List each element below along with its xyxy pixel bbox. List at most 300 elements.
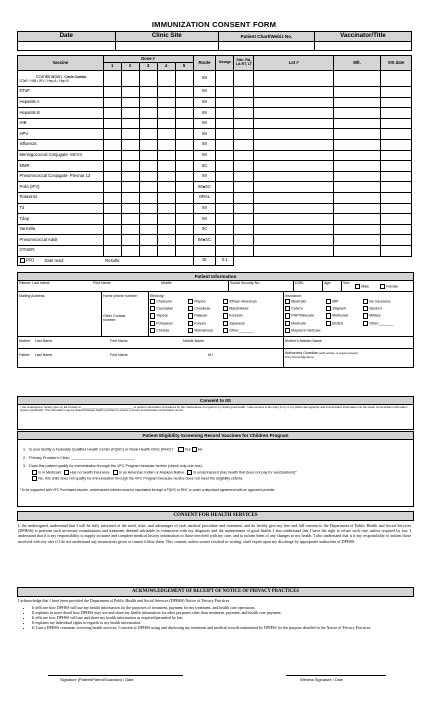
ethnicity-option[interactable] xyxy=(188,313,207,318)
ethnicity-option[interactable] xyxy=(150,299,172,304)
mfr-cell[interactable] xyxy=(334,129,381,140)
dose-cell[interactable] xyxy=(121,118,139,129)
mfr-cell[interactable] xyxy=(334,71,381,87)
dose-cell[interactable] xyxy=(121,150,139,161)
dose-cell[interactable] xyxy=(121,161,139,172)
dose-cell[interactable] xyxy=(139,171,157,182)
dose-cell[interactable] xyxy=(139,182,157,193)
dosage-cell[interactable] xyxy=(216,192,234,203)
lot-cell[interactable] xyxy=(254,245,334,256)
ppd-blank xyxy=(234,256,412,265)
dosage-cell[interactable] xyxy=(216,97,234,108)
dose-cell[interactable] xyxy=(157,139,175,150)
dose-cell[interactable] xyxy=(157,245,175,256)
dose-cell[interactable] xyxy=(121,192,139,203)
mother-maiden-name-label: Mother's Maiden Name xyxy=(285,339,323,343)
dose-col-header: Dose # xyxy=(103,56,193,63)
dose-cell[interactable] xyxy=(103,203,121,214)
dose-cell[interactable] xyxy=(139,150,157,161)
route-cell: IM xyxy=(193,203,216,214)
vaccine-name: OTHER: xyxy=(18,245,104,256)
vaccine-name: Pneumococcal Conjugate- Prevnar 13 xyxy=(18,171,104,182)
dose-cell[interactable] xyxy=(175,192,193,203)
vis-cell[interactable] xyxy=(380,161,411,172)
vis-cell[interactable] xyxy=(380,182,411,193)
lot-cell[interactable] xyxy=(254,118,334,129)
dose-cell[interactable] xyxy=(121,224,139,235)
dosage-cell[interactable] xyxy=(216,87,234,98)
vis-cell[interactable] xyxy=(380,224,411,235)
vaccine-name: Tdap xyxy=(18,214,104,225)
dose-cell[interactable] xyxy=(175,224,193,235)
dose-cell[interactable] xyxy=(103,192,121,203)
guardian-note: (with written or legal consent) xyxy=(318,351,358,355)
lot-cell[interactable] xyxy=(254,161,334,172)
dose-cell[interactable] xyxy=(103,97,121,108)
insurance-option[interactable] xyxy=(363,321,393,326)
lot-cell[interactable] xyxy=(254,171,334,182)
vis-cell[interactable] xyxy=(380,214,411,225)
dose-cell[interactable] xyxy=(175,139,193,150)
dose-number: 2 xyxy=(121,63,139,71)
ethnicity-option-label: Chuukese xyxy=(194,306,211,311)
question-1: 1. Is your facility a Federally Qualified Health Center (FQHC) or Rural Health Clinic (RHC)? Yes No xyxy=(23,447,203,452)
site-cell[interactable] xyxy=(234,182,254,193)
mfr-cell[interactable] xyxy=(334,150,381,161)
mfr-cell[interactable] xyxy=(334,224,381,235)
dose-cell[interactable] xyxy=(157,235,175,246)
dose-cell[interactable] xyxy=(175,97,193,108)
ethnicity-option-label: Japanese xyxy=(229,321,245,326)
site-cell[interactable] xyxy=(234,108,254,119)
route-cell: SC xyxy=(193,161,216,172)
vis-cell[interactable] xyxy=(380,235,411,246)
dose-cell[interactable] xyxy=(139,161,157,172)
insurance-option[interactable] xyxy=(326,306,346,311)
lot-cell[interactable] xyxy=(254,139,334,150)
mfr-col-header: Mfr. xyxy=(334,56,381,71)
dose-cell[interactable] xyxy=(103,71,121,87)
vaccine-row xyxy=(18,224,412,235)
dose-cell[interactable] xyxy=(175,214,193,225)
dose-cell[interactable] xyxy=(121,139,139,150)
vis-cell[interactable] xyxy=(380,97,411,108)
mailing-address-label: Mailing Address: xyxy=(19,294,46,298)
dose-cell[interactable] xyxy=(157,224,175,235)
vaccine-row xyxy=(18,245,412,256)
insurance-option-label: Military xyxy=(369,313,381,318)
mfr-cell[interactable] xyxy=(334,161,381,172)
ethnicity-option[interactable] xyxy=(223,313,243,318)
age-label: Age: xyxy=(324,281,332,285)
site-cell[interactable] xyxy=(234,161,254,172)
checkbox-icon xyxy=(188,313,193,318)
insurance-option[interactable] xyxy=(363,306,382,311)
dosage-cell[interactable] xyxy=(216,129,234,140)
site-cell[interactable] xyxy=(234,245,254,256)
mfr-cell[interactable] xyxy=(334,214,381,225)
q3-no-insurance: Has no health insurance xyxy=(69,470,110,475)
site-cell[interactable] xyxy=(234,150,254,161)
vis-cell[interactable] xyxy=(380,245,411,256)
dose-cell[interactable] xyxy=(157,161,175,172)
dose-cell[interactable] xyxy=(103,214,121,225)
combination-row xyxy=(18,71,412,87)
vaccinator-field[interactable] xyxy=(314,42,411,51)
checkbox-icon xyxy=(326,313,331,318)
dose-cell[interactable] xyxy=(139,245,157,256)
insurance-option[interactable] xyxy=(326,313,349,318)
dosage-cell[interactable] xyxy=(216,139,234,150)
dosage-cell[interactable] xyxy=(216,214,234,225)
lot-cell[interactable] xyxy=(254,235,334,246)
ethnicity-option[interactable] xyxy=(223,306,249,311)
checkbox-icon[interactable] xyxy=(113,470,118,475)
clinic-site-field[interactable] xyxy=(115,42,219,51)
checkbox-icon xyxy=(150,299,155,304)
dosage-cell[interactable] xyxy=(216,171,234,182)
checkbox-icon[interactable] xyxy=(192,447,197,452)
sex-male-label: Male xyxy=(361,284,369,289)
dose-cell[interactable] xyxy=(157,87,175,98)
vaccine-name: Polio (IPV) xyxy=(18,182,104,193)
checkbox-icon xyxy=(223,313,228,318)
dose-cell[interactable] xyxy=(139,203,157,214)
vaccine-name: Rotavirus xyxy=(18,192,104,203)
print-name-label: Print Name/Signature: xyxy=(285,355,315,359)
insurance-option[interactable] xyxy=(326,299,339,304)
sex-male-option[interactable] xyxy=(355,284,369,289)
date-field[interactable] xyxy=(18,42,116,51)
q1-yes: Yes xyxy=(184,447,191,452)
checkbox-icon[interactable] xyxy=(187,470,192,475)
insurance-option[interactable] xyxy=(285,313,314,318)
checkbox-icon[interactable] xyxy=(32,476,37,481)
combination-combo-note: Circle Combo xyxy=(64,74,87,79)
dose-cell[interactable] xyxy=(175,203,193,214)
checkbox-icon xyxy=(363,313,368,318)
patient-info-header: Patient Information xyxy=(17,272,414,281)
checkbox-icon[interactable] xyxy=(178,447,183,452)
dose-cell[interactable] xyxy=(175,161,193,172)
ssn-label: Social Security No. xyxy=(230,281,261,285)
dose-cell[interactable] xyxy=(139,97,157,108)
checkbox-icon[interactable] xyxy=(32,470,37,475)
vis-cell[interactable] xyxy=(380,129,411,140)
dose-cell[interactable] xyxy=(175,150,193,161)
sex-female-option[interactable] xyxy=(380,284,398,289)
dose-cell[interactable] xyxy=(139,192,157,203)
dose-cell[interactable] xyxy=(157,214,175,225)
witness-signature-label: Witness Signature / Date xyxy=(300,677,344,682)
site-cell[interactable] xyxy=(234,139,254,150)
dose-cell[interactable] xyxy=(175,245,193,256)
lot-cell[interactable] xyxy=(254,97,334,108)
vaccine-row xyxy=(18,118,412,129)
dose-cell[interactable] xyxy=(139,118,157,129)
dose-cell[interactable] xyxy=(139,87,157,98)
dose-cell[interactable] xyxy=(121,71,139,87)
mfr-cell[interactable] xyxy=(334,192,381,203)
patient-chart-field[interactable] xyxy=(219,42,315,51)
site-cell[interactable] xyxy=(234,118,254,129)
dose-cell[interactable] xyxy=(157,118,175,129)
ethnicity-option[interactable] xyxy=(223,321,245,326)
vaccine-name: DTaP xyxy=(18,87,104,98)
dose-cell[interactable] xyxy=(157,182,175,193)
vis-cell[interactable] xyxy=(380,108,411,119)
dose-cell[interactable] xyxy=(103,108,121,119)
combination-label: Combination: xyxy=(35,73,64,79)
lot-cell[interactable] xyxy=(254,129,334,140)
ethnicity-option[interactable] xyxy=(150,328,169,333)
vis-cell[interactable] xyxy=(380,71,411,87)
checkbox-icon xyxy=(285,313,290,318)
checkbox-icon xyxy=(285,328,290,333)
ethnicity-option[interactable] xyxy=(188,299,206,304)
dose-cell[interactable] xyxy=(157,150,175,161)
dose-cell[interactable] xyxy=(103,87,121,98)
site-cell[interactable] xyxy=(234,192,254,203)
insurance-option-label: Calvo's xyxy=(291,306,303,311)
privacy-bullet: • It tells me how DPHSS will use my health information for the purposes of treatment, payment for my treatment, and health care operations. xyxy=(32,605,420,610)
dose-cell[interactable] xyxy=(139,108,157,119)
dose-cell[interactable] xyxy=(103,139,121,150)
vaccine-name: Hepatitis B xyxy=(18,108,104,119)
lot-cell[interactable] xyxy=(254,203,334,214)
mfr-cell[interactable] xyxy=(334,97,381,108)
insurance-option[interactable] xyxy=(285,321,306,326)
dosage-cell[interactable] xyxy=(216,161,234,172)
dosage-cell[interactable] xyxy=(216,150,234,161)
dose-cell[interactable] xyxy=(175,129,193,140)
vis-cell[interactable] xyxy=(380,203,411,214)
route-cell: IM xyxy=(193,97,216,108)
mfr-cell[interactable] xyxy=(334,171,381,182)
dose-cell[interactable] xyxy=(121,245,139,256)
vis-cell[interactable] xyxy=(380,150,411,161)
dose-cell[interactable] xyxy=(175,71,193,87)
dose-number: 1 xyxy=(103,63,121,71)
insurance-option-label: Multicover xyxy=(332,313,349,318)
route-cell: IM xyxy=(193,171,216,182)
vaccine-col-header: Vaccine xyxy=(18,56,104,71)
route-cell: IM xyxy=(193,139,216,150)
dosage-cell[interactable] xyxy=(216,71,234,87)
mfr-cell[interactable] xyxy=(334,182,381,193)
site-cell[interactable] xyxy=(234,129,254,140)
insurance-option[interactable] xyxy=(363,313,381,318)
dose-cell[interactable] xyxy=(103,182,121,193)
vis-cell[interactable] xyxy=(380,87,411,98)
checkbox-icon xyxy=(150,313,155,318)
dose-cell[interactable] xyxy=(157,192,175,203)
dose-cell[interactable] xyxy=(157,171,175,182)
insurance-option[interactable] xyxy=(285,328,321,333)
site-cell[interactable] xyxy=(234,171,254,182)
mfr-cell[interactable] xyxy=(334,118,381,129)
q3-underinsured: Is underinsured (has health that does not pay for vaccinations)* xyxy=(193,470,297,475)
lot-cell[interactable] xyxy=(254,150,334,161)
mfr-cell[interactable] xyxy=(334,139,381,150)
ethnicity-option[interactable] xyxy=(188,328,213,333)
route-cell: IM xyxy=(193,108,216,119)
consent-iis-box xyxy=(17,403,414,430)
ethnicity-option[interactable] xyxy=(150,313,168,318)
dose-cell[interactable] xyxy=(121,108,139,119)
dosage-cell[interactable] xyxy=(216,182,234,193)
mfr-cell[interactable] xyxy=(334,108,381,119)
dose-cell[interactable] xyxy=(157,108,175,119)
dose-cell[interactable] xyxy=(103,235,121,246)
lot-cell[interactable] xyxy=(254,224,334,235)
ethnicity-label: Ethnicity: xyxy=(150,294,165,298)
vaccine-rows xyxy=(18,87,412,257)
ppd-dosage: 0.1 xyxy=(216,256,234,265)
ppd-cell xyxy=(18,256,194,265)
dose-cell[interactable] xyxy=(103,118,121,129)
mfr-cell[interactable] xyxy=(334,235,381,246)
vaccine-name: Pneumococcal Adult xyxy=(18,235,104,246)
vis-cell[interactable] xyxy=(380,192,411,203)
dose-cell[interactable] xyxy=(157,71,175,87)
vis-cell[interactable] xyxy=(380,171,411,182)
ethnicity-option[interactable] xyxy=(150,306,173,311)
ppd-label: PPD xyxy=(25,257,35,263)
dosage-cell[interactable] xyxy=(216,203,234,214)
site-cell[interactable] xyxy=(234,71,254,87)
patient-last-name-label: Patient: Last Name xyxy=(19,281,50,285)
ethnicity-option[interactable] xyxy=(223,328,253,333)
vaccine-row xyxy=(18,161,412,172)
dose-cell[interactable] xyxy=(139,71,157,87)
dose-cell[interactable] xyxy=(121,182,139,193)
dose-cell[interactable] xyxy=(175,87,193,98)
checkbox-icon xyxy=(285,299,290,304)
site-cell[interactable] xyxy=(234,235,254,246)
site-cell[interactable] xyxy=(234,214,254,225)
vaccine-name: HIB xyxy=(18,118,104,129)
privacy-header: ACKNOWLEDGEMENT OF RECEIPT OF NOTICE OF PRIVACY PRACTICES xyxy=(17,587,414,597)
privacy-bullet: • It tells me how DPHSS will use and share my health information as required/permitted by law. xyxy=(32,615,420,620)
site-cell[interactable] xyxy=(234,97,254,108)
vaccine-row xyxy=(18,192,412,203)
ethnicity-option[interactable] xyxy=(223,299,257,304)
ppd-checkbox[interactable] xyxy=(20,258,25,263)
dose-cell[interactable] xyxy=(121,171,139,182)
lot-cell[interactable] xyxy=(254,71,334,87)
lot-cell[interactable] xyxy=(254,192,334,203)
insurance-option[interactable] xyxy=(285,306,303,311)
dose-cell[interactable] xyxy=(139,214,157,225)
privacy-bullet-list xyxy=(22,605,420,631)
dose-cell[interactable] xyxy=(103,171,121,182)
dosage-cell[interactable] xyxy=(216,235,234,246)
mfr-cell[interactable] xyxy=(334,203,381,214)
ethnicity-option[interactable] xyxy=(150,321,173,326)
checkbox-icon xyxy=(363,321,368,326)
vis-cell[interactable] xyxy=(380,118,411,129)
header-vaccinator: Vaccinator/Title xyxy=(314,32,411,42)
insurance-option[interactable] xyxy=(363,299,391,304)
dose-cell[interactable] xyxy=(175,108,193,119)
insurance-option-label: MIP xyxy=(332,299,339,304)
route-cell: IM xyxy=(193,150,216,161)
dosage-cell[interactable] xyxy=(216,224,234,235)
header-patient-chart: Patient Chart/Webiz No. xyxy=(219,32,315,42)
dose-cell[interactable] xyxy=(121,87,139,98)
dose-cell[interactable] xyxy=(139,139,157,150)
dose-cell[interactable] xyxy=(139,224,157,235)
mother-middle-name-label: Middle Name xyxy=(183,339,205,343)
vaccine-row xyxy=(18,87,412,98)
mother-label: Mother: xyxy=(19,339,32,343)
consent-iis-header: Consent to IIS xyxy=(17,396,414,405)
dosage-cell[interactable] xyxy=(216,108,234,119)
dose-cell[interactable] xyxy=(121,214,139,225)
lot-cell[interactable] xyxy=(254,214,334,225)
vis-cell[interactable] xyxy=(380,139,411,150)
insurance-option-label: PHP/Takecare xyxy=(291,313,315,318)
site-cell[interactable] xyxy=(234,224,254,235)
lot-cell[interactable] xyxy=(254,87,334,98)
ethnicity-option[interactable] xyxy=(188,306,210,311)
ethnicity-option[interactable] xyxy=(188,321,206,326)
dose-cell[interactable] xyxy=(157,203,175,214)
insurance-option[interactable] xyxy=(326,321,343,326)
dose-cell[interactable] xyxy=(121,97,139,108)
dosage-cell[interactable] xyxy=(216,118,234,129)
results-label: Results: xyxy=(105,257,121,263)
site-cell[interactable] xyxy=(234,87,254,98)
lot-cell[interactable] xyxy=(254,108,334,119)
dose-cell[interactable] xyxy=(175,118,193,129)
ethnicity-option-label: Chamorro xyxy=(156,299,173,304)
insurance-option[interactable] xyxy=(285,299,306,304)
dose-cell[interactable] xyxy=(175,171,193,182)
guardian-title: Authorized Guardian xyxy=(285,351,318,355)
dose-cell[interactable] xyxy=(103,224,121,235)
dose-cell[interactable] xyxy=(103,129,121,140)
dose-cell[interactable] xyxy=(175,235,193,246)
mfr-cell[interactable] xyxy=(334,245,381,256)
dose-cell[interactable] xyxy=(157,129,175,140)
dosage-cell[interactable] xyxy=(216,245,234,256)
privacy-intro: I acknowledge that I have been provided the Department of Public Health and Social Services (DPHSS) Notice of Privacy Practices. xyxy=(18,598,231,603)
dose-cell[interactable] xyxy=(121,129,139,140)
dose-cell[interactable] xyxy=(121,203,139,214)
dose-cell[interactable] xyxy=(103,161,121,172)
dose-cell[interactable] xyxy=(103,245,121,256)
patient-middle-label: Middle xyxy=(161,281,172,285)
checkbox-icon xyxy=(188,306,193,311)
dose-cell[interactable] xyxy=(139,129,157,140)
dose-cell[interactable] xyxy=(139,235,157,246)
dose-cell[interactable] xyxy=(175,182,193,193)
mfr-cell[interactable] xyxy=(334,87,381,98)
ppd-route: ID xyxy=(193,256,216,265)
top-header-table xyxy=(17,31,412,51)
route-cell: IM●SC xyxy=(193,235,216,246)
checkbox-icon[interactable] xyxy=(64,470,69,475)
dose-cell[interactable] xyxy=(121,235,139,246)
ethnicity-option-label: Caucasian xyxy=(156,306,174,311)
dose-cell[interactable] xyxy=(157,97,175,108)
site-cell[interactable] xyxy=(234,203,254,214)
dose-cell[interactable] xyxy=(103,150,121,161)
lot-cell[interactable] xyxy=(254,182,334,193)
checkbox-icon xyxy=(355,284,360,289)
